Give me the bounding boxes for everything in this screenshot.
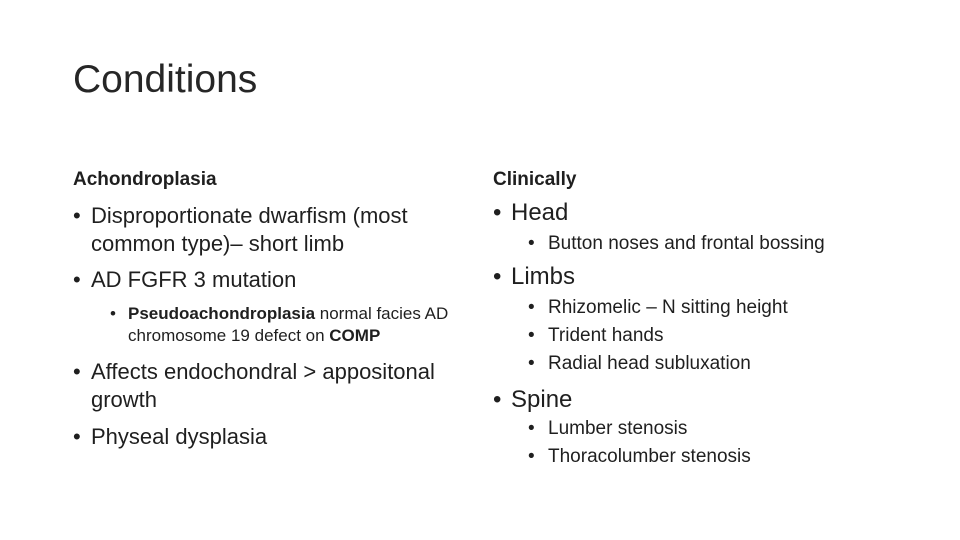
head-item-1 [528,230,825,258]
bullet-dot-icon: • [73,267,81,292]
right-section-limbs [493,262,575,292]
right-section-head [493,198,568,228]
right-section-spine [493,385,572,415]
bullet-dot-icon: • [528,353,535,374]
limbs-item-1 [528,294,788,322]
limbs-item-3-text: Radial head subluxation [548,353,751,374]
slide-title: Conditions [73,58,258,101]
right-column-heading: Clinically [493,169,577,190]
left-bullet-1-text: Disproportionate dwarfism (most common type)– short limb [91,203,408,256]
left-bullet-2-text: AD FGFR 3 mutation [91,267,297,292]
bullet-dot-icon: • [528,297,535,318]
limbs-item-2-text: Trident hands [548,325,664,346]
bullet-dot-icon: • [493,386,502,413]
head-label: Head [511,199,569,226]
spine-item-1-text: Lumber stenosis [548,418,688,439]
bullet-dot-icon: • [493,199,502,226]
spine-item-1 [528,415,687,443]
spine-item-2-text: Thoracolumber stenosis [548,446,751,467]
left-bullet-3 [73,358,478,414]
bullet-dot-icon: • [528,233,535,254]
bullet-dot-icon: • [73,424,81,449]
bullet-dot-icon: • [73,203,81,228]
bullet-dot-icon: • [528,446,535,467]
left-sub-bullet [110,303,470,347]
bullet-dot-icon: • [110,304,116,323]
limbs-label: Limbs [511,263,576,290]
bullet-dot-icon: • [73,359,81,384]
limbs-item-2 [528,322,663,350]
left-sub-bullet-text [128,303,470,347]
bullet-dot-icon: • [528,325,535,346]
limbs-item-3 [528,350,751,378]
left-bullet-2 [73,266,463,294]
bullet-dot-icon: • [493,263,502,290]
left-bullet-1 [73,202,463,258]
left-bullet-4 [73,423,463,451]
pseudoachondroplasia-term: Pseudoachondroplasia [128,304,316,323]
left-bullet-4-text: Physeal dysplasia [91,424,268,449]
head-item-1-text: Button noses and frontal bossing [548,233,825,254]
left-bullet-3-text: Affects endochondral > appositonal growth [91,359,435,412]
bullet-dot-icon: • [528,418,535,439]
limbs-item-1-text: Rhizomelic – N sitting height [548,297,788,318]
spine-item-2 [528,443,751,471]
left-column-heading: Achondroplasia [73,169,217,190]
comp-term: COMP [329,326,381,345]
sub-bullet-middle: normal facies AD chromosome 19 defect on [128,304,449,345]
spine-label: Spine [511,386,573,413]
